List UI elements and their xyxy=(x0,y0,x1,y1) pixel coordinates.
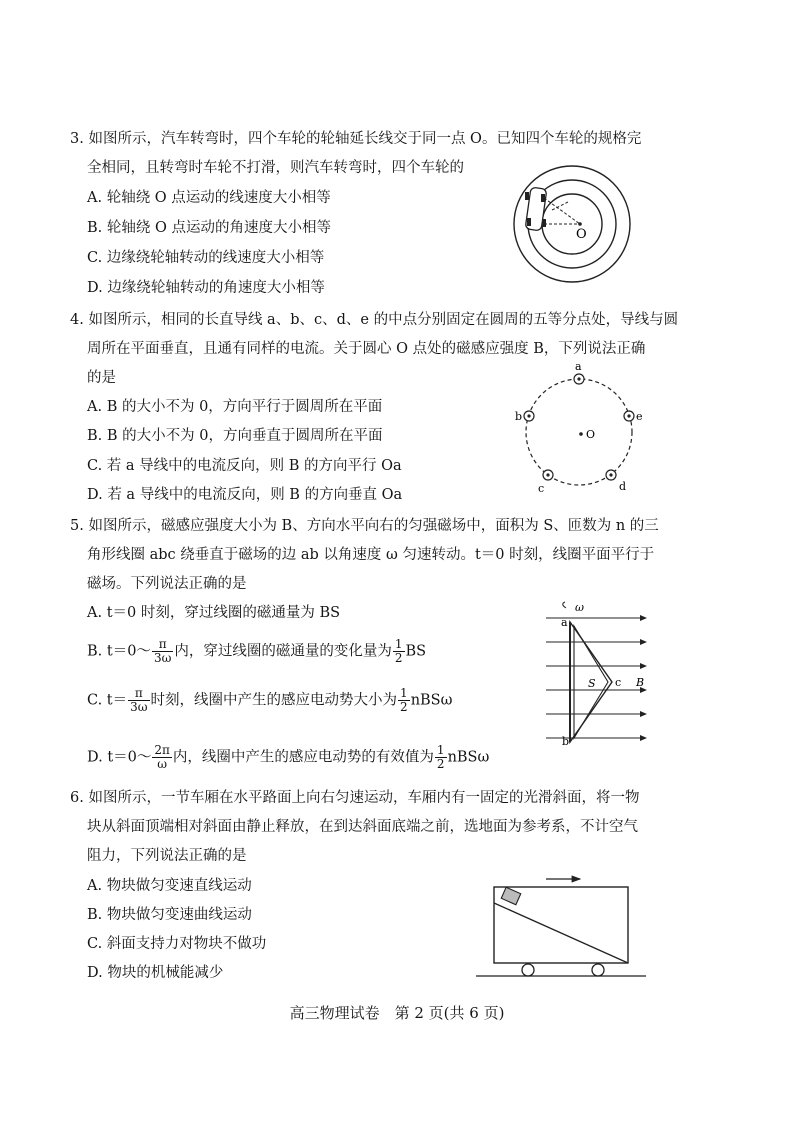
q5-label-b-field: B xyxy=(636,676,645,689)
q5-stem-line3: 磁场。下列说法正确的是 xyxy=(87,576,247,592)
q4-option-a: A. B 的大小不为 0，方向平行于圆周所在平面 xyxy=(87,399,383,415)
q5-stem-line2: 角形线圈 abc 绕垂直于磁场的边 ab 以角速度 ω 匀速转动。t＝0 时刻，线圈平面平行于 xyxy=(87,547,655,563)
q4-label-b: b xyxy=(515,410,523,423)
frac-numerator: 1 xyxy=(436,743,445,757)
q6-option-b: B. 物块做匀变速曲线运动 xyxy=(87,907,252,923)
q4-label-d: d xyxy=(619,480,627,493)
q5-label-a: a xyxy=(561,616,568,629)
q3-option-c: C. 边缘绕轮轴转动的线速度大小相等 xyxy=(87,250,325,266)
q5-option-c-coef-fraction xyxy=(398,687,410,714)
q5-option-b-text: 内，穿过线圈的磁通量的变化量为 xyxy=(174,643,392,660)
q5-label-c: c xyxy=(615,676,622,689)
q3-option-a: A. 轮轴绕 O 点运动的线速度大小相等 xyxy=(87,190,331,206)
q5-option-b-time-fraction xyxy=(152,638,173,665)
frac-denominator: 2 xyxy=(400,700,408,714)
q5-option-d-time-fraction xyxy=(152,744,172,771)
frac-denominator: 2 xyxy=(394,651,403,665)
q5-option-a: A. t＝0 时刻，穿过线圈的磁通量为 BS xyxy=(87,605,341,621)
q4-stem-line2: 周所在平面垂直，且通有同样的电流。关于圆心 O 点处的磁感应强度 B，下列说法正确 xyxy=(87,341,646,357)
q5-option-d-prefix: D. t＝0～ xyxy=(87,749,152,766)
frac-denominator: 3ω xyxy=(130,700,148,714)
q5-option-c-time-fraction xyxy=(128,687,149,714)
q6-option-d: D. 物块的机械能减少 xyxy=(87,965,224,981)
q5-option-c-text: 时刻，线圈中产生的感应电动势大小为 xyxy=(150,692,398,709)
q5-label-s: S xyxy=(588,677,596,690)
frac-numerator: 2π xyxy=(154,743,170,757)
q6-option-a: A. 物块做匀变速直线运动 xyxy=(87,878,252,894)
q4-label-e: e xyxy=(636,410,643,423)
q5-option-b xyxy=(87,638,426,665)
q5-label-omega: ω xyxy=(575,601,584,614)
q5-option-d xyxy=(87,744,489,771)
q6-stem-line3: 阻力，下列说法正确的是 xyxy=(87,848,247,864)
q5-rotating-coil-figure xyxy=(540,600,662,755)
q4-stem-line1: 4. 如图所示，相同的长直导线 a、b、c、d、e 的中点分别固定在圆周的五等分点处，导线与圆 xyxy=(70,312,679,328)
q4-option-c: C. 若 a 导线中的电流反向，则 B 的方向平行 Oa xyxy=(87,458,402,474)
q3-option-d: D. 边缘绕轮轴转动的角速度大小相等 xyxy=(87,280,325,296)
frac-denominator: 3ω xyxy=(153,651,172,665)
q4-label-o: O xyxy=(586,428,596,441)
frac-numerator: π xyxy=(152,638,173,652)
q5-option-d-coef-fraction xyxy=(435,744,447,771)
q5-option-b-suffix: BS xyxy=(405,643,427,660)
frac-denominator: ω xyxy=(157,757,168,771)
q6-stem-line2: 块从斜面顶端相对斜面由静止释放，在到达斜面底端之前，选地面为参考系，不计空气 xyxy=(87,819,638,835)
q4-option-d: D. 若 a 导线中的电流反向，则 B 的方向垂直 Oa xyxy=(87,487,403,503)
q4-label-c: c xyxy=(538,482,545,495)
q4-wires-circle-figure xyxy=(505,360,655,496)
q3-stem-line1: 3. 如图所示，汽车转弯时，四个车轮的轮轴延长线交于同一点 O。已知四个车轮的规格完 xyxy=(70,131,642,147)
q3-option-b: B. 轮轴绕 O 点运动的角速度大小相等 xyxy=(87,220,331,236)
q4-label-a: a xyxy=(575,360,582,373)
q5-label-b: b xyxy=(562,735,570,748)
q5-option-c-suffix: nBSω xyxy=(410,692,453,709)
q5-option-c-prefix: C. t＝ xyxy=(87,692,128,709)
q3-fig-label-o: O xyxy=(576,227,587,242)
q5-option-d-text: 内，线圈中产生的感应电动势的有效值为 xyxy=(172,749,434,766)
q5-option-c xyxy=(87,687,452,714)
q6-option-c: C. 斜面支持力对物块不做功 xyxy=(87,936,267,952)
frac-numerator: π xyxy=(128,687,149,701)
q4-stem-line3: 的是 xyxy=(87,370,116,386)
q6-carriage-incline-figure xyxy=(474,868,650,980)
page-footer: 高三物理试卷 第 2 页(共 6 页) xyxy=(289,1004,505,1022)
frac-numerator: 1 xyxy=(400,686,408,700)
q5-option-d-suffix: nBSω xyxy=(447,749,490,766)
q4-option-b: B. B 的大小不为 0，方向垂直于圆周所在平面 xyxy=(87,428,383,444)
q3-stem-line2: 全相同，且转弯时车轮不打滑，则汽车转弯时，四个车轮的 xyxy=(87,160,464,176)
q5-option-b-prefix: B. t＝0～ xyxy=(87,643,151,660)
q5-stem-line1: 5. 如图所示，磁感应强度大小为 B、方向水平向右的匀强磁场中，面积为 S、匝数为 n 的三 xyxy=(70,518,659,534)
q3-car-turning-figure xyxy=(508,158,638,290)
q5-option-b-coef-fraction xyxy=(393,638,405,665)
q6-stem-line1: 6. 如图所示，一节车厢在水平路面上向右匀速运动，车厢内有一固定的光滑斜面，将一物 xyxy=(70,790,640,806)
frac-numerator: 1 xyxy=(394,637,403,651)
frac-denominator: 2 xyxy=(436,757,445,771)
